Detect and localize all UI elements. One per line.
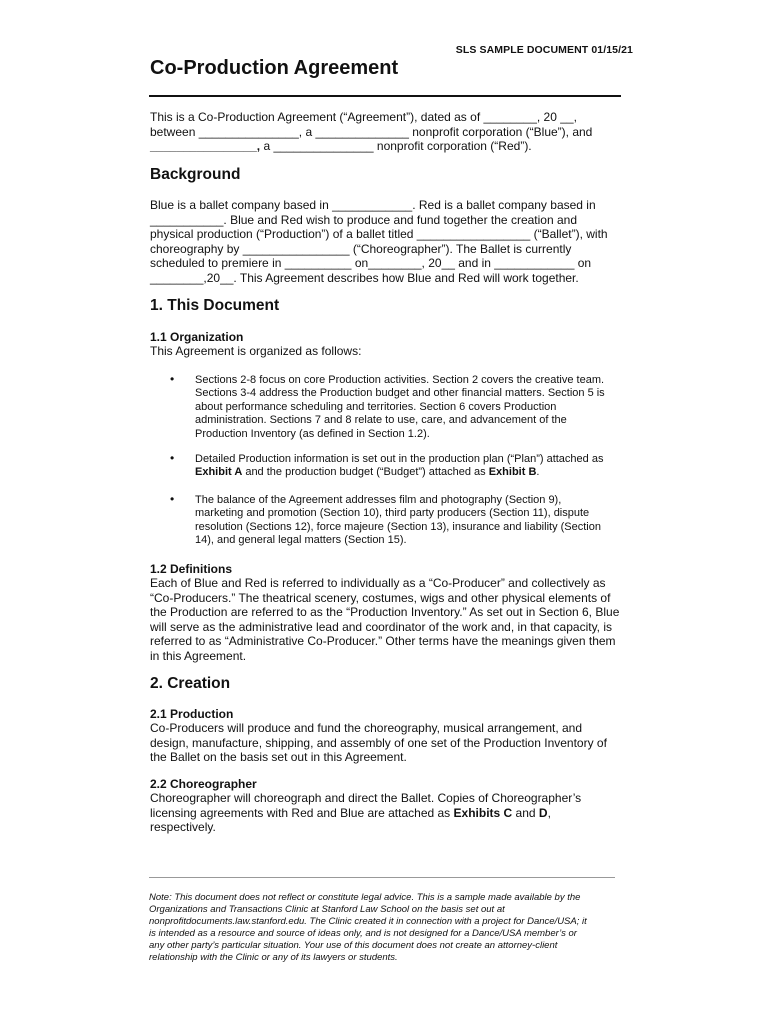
intro-line-rest: a _______________ nonprofit corporation (“Red”).: [260, 139, 532, 154]
intro-line: This is a Co-Production Agreement (“Agreement”), dated as of ________, 20 __,: [150, 110, 577, 124]
note-line: Organizations and Transactions Clinic at Stanford Law School on the basis set out at: [149, 904, 505, 915]
background-line: choreography by ________________ (“Choreographer”). The Ballet is currently: [150, 241, 572, 256]
bullet-line: resolution (Sections 12), force majeure (Section 13), insurance and liability (Section: [195, 520, 601, 533]
bullet-line: Sections 2-8 focus on core Production activities. Section 2 covers the creative team.: [195, 374, 605, 386]
background-line: ________,20__. This Agreement describes how Blue and Red will work together.: [150, 270, 579, 285]
choreographer-paragraph: [150, 791, 620, 835]
definitions-line: will serve as the administrative lead and coordinator of the work and, in that capacity, is: [150, 619, 613, 634]
background-line: Blue is a ballet company based in ____________. Red is a ballet company based in: [150, 198, 596, 212]
bullet-line: about performance scheduling and territories. Section 6 covers Production: [195, 400, 557, 413]
exhibit-a-reference: Exhibit A: [195, 466, 243, 479]
choreographer-line: [150, 806, 620, 835]
section-1-1-text: This Agreement is organized as follows:: [150, 344, 362, 358]
definitions-line: the Production are referred to as the “Production Inventory.” As set out in Section 6, Blue: [150, 605, 620, 620]
exhibit-d-reference: D: [538, 805, 548, 820]
choreographer-text: , respectively.: [150, 805, 551, 835]
section-1-heading: 1. This Document: [150, 297, 280, 314]
bullet-text: and the production budget (“Budget”) attached as: [242, 466, 489, 479]
note-line: nonprofitdocuments.law.stanford.edu. The Clinic created it in connection with a project for Dance/USA; it: [149, 916, 587, 927]
bullet-line: administration. Sections 7 and 8 relate to use, care, and advancement of the: [195, 414, 567, 427]
choreographer-line: Choreographer will choreograph and direct the Ballet. Copies of Choreographer’s: [150, 791, 582, 805]
intro-paragraph: [150, 110, 620, 154]
intro-line: [150, 139, 620, 154]
exhibit-b-reference: Exhibit B: [488, 466, 537, 479]
bullet-icon: •: [170, 372, 175, 386]
production-line: Co-Producers will produce and fund the choreography, musical arrangement, and: [150, 721, 583, 735]
background-line: physical production (“Production”) of a ballet titled _________________ (“Ballet”), with: [150, 227, 608, 242]
bullet-line: Sections 3-4 address the Production budget and other financial matters. Section 5 is: [195, 387, 605, 400]
note-line: any other party’s particular situation. Your use of this document does not create an attorney-client: [149, 940, 558, 951]
choreographer-text: licensing agreements with Red and Blue are attached as: [150, 805, 454, 820]
section-1-1-heading: 1.1 Organization: [150, 330, 244, 344]
note-line: relationship with the Clinic or any of its lawyers or students.: [149, 952, 398, 963]
organization-bullet-list: [170, 494, 620, 548]
definitions-paragraph: [150, 576, 620, 664]
bullet-line: Detailed Production information is set out in the production plan (“Plan”) attached as: [195, 453, 604, 465]
organization-bullet-list: [170, 453, 620, 480]
note-line: Note: This document does not reflect or constitute legal advice. This is a sample made available by the: [149, 892, 581, 903]
bullet-line: [195, 466, 620, 479]
production-line: design, manufacture, shipping, and assembly of one set of the Production Inventory of: [150, 735, 607, 750]
bullet-icon: •: [170, 451, 175, 465]
production-paragraph: [150, 721, 620, 765]
list-item: [170, 453, 620, 480]
exhibit-c-reference: Exhibits C: [453, 805, 513, 820]
definitions-line: Each of Blue and Red is referred to individually as a “Co-Producer” and collectively as: [150, 576, 606, 590]
footer-divider: [149, 877, 615, 878]
section-2-2-heading: 2.2 Choreographer: [150, 777, 257, 791]
definitions-line: referred to as “Administrative Co-Producer.” Other terms have the meanings given them: [150, 634, 616, 649]
note-line: is intended as a resource and source of ideas only, and is not designed for a Dance/USA member’s or: [149, 928, 577, 939]
section-1-2-heading: 1.2 Definitions: [150, 562, 233, 576]
bullet-line: The balance of the Agreement addresses film and photography (Section 9),: [195, 494, 562, 506]
document-tag: SLS SAMPLE DOCUMENT 01/15/21: [455, 44, 633, 56]
background-line: ___________. Blue and Red wish to produce and fund together the creation and: [150, 212, 577, 227]
definitions-line: in this Agreement.: [150, 648, 247, 663]
definitions-line: “Co-Producers.” The theatrical scenery, costumes, wigs and other physical elements of: [150, 590, 611, 605]
list-item: [170, 374, 620, 441]
footer-note: [149, 892, 619, 964]
bullet-line: marketing and promotion (Section 10), third party producers (Section 11), dispute: [195, 507, 590, 520]
section-2-1-heading: 2.1 Production: [150, 707, 234, 721]
intro-blank: ________________,: [150, 139, 261, 154]
production-line: the Ballet on the basis set out in this Agreement.: [150, 750, 407, 765]
list-item: [170, 494, 620, 548]
background-heading: Background: [150, 166, 241, 183]
bullet-icon: •: [170, 492, 175, 506]
background-line: scheduled to premiere in __________ on________, 20__ and in ____________ on: [150, 256, 592, 271]
bullet-line: 14), and general legal matters (Section 15).: [195, 534, 407, 547]
choreographer-text: and: [512, 805, 539, 820]
bullet-text: .: [536, 466, 540, 479]
bullet-line: Production Inventory (as defined in Section 1.2).: [195, 427, 430, 440]
organization-bullet-list: [170, 374, 620, 441]
title-divider: [149, 95, 621, 97]
intro-line: between _______________, a ______________ nonprofit corporation (“Blue”), and: [150, 124, 593, 139]
section-2-heading: 2. Creation: [150, 675, 231, 692]
background-paragraph: [150, 198, 620, 286]
page-title: Co-Production Agreement: [150, 57, 399, 79]
